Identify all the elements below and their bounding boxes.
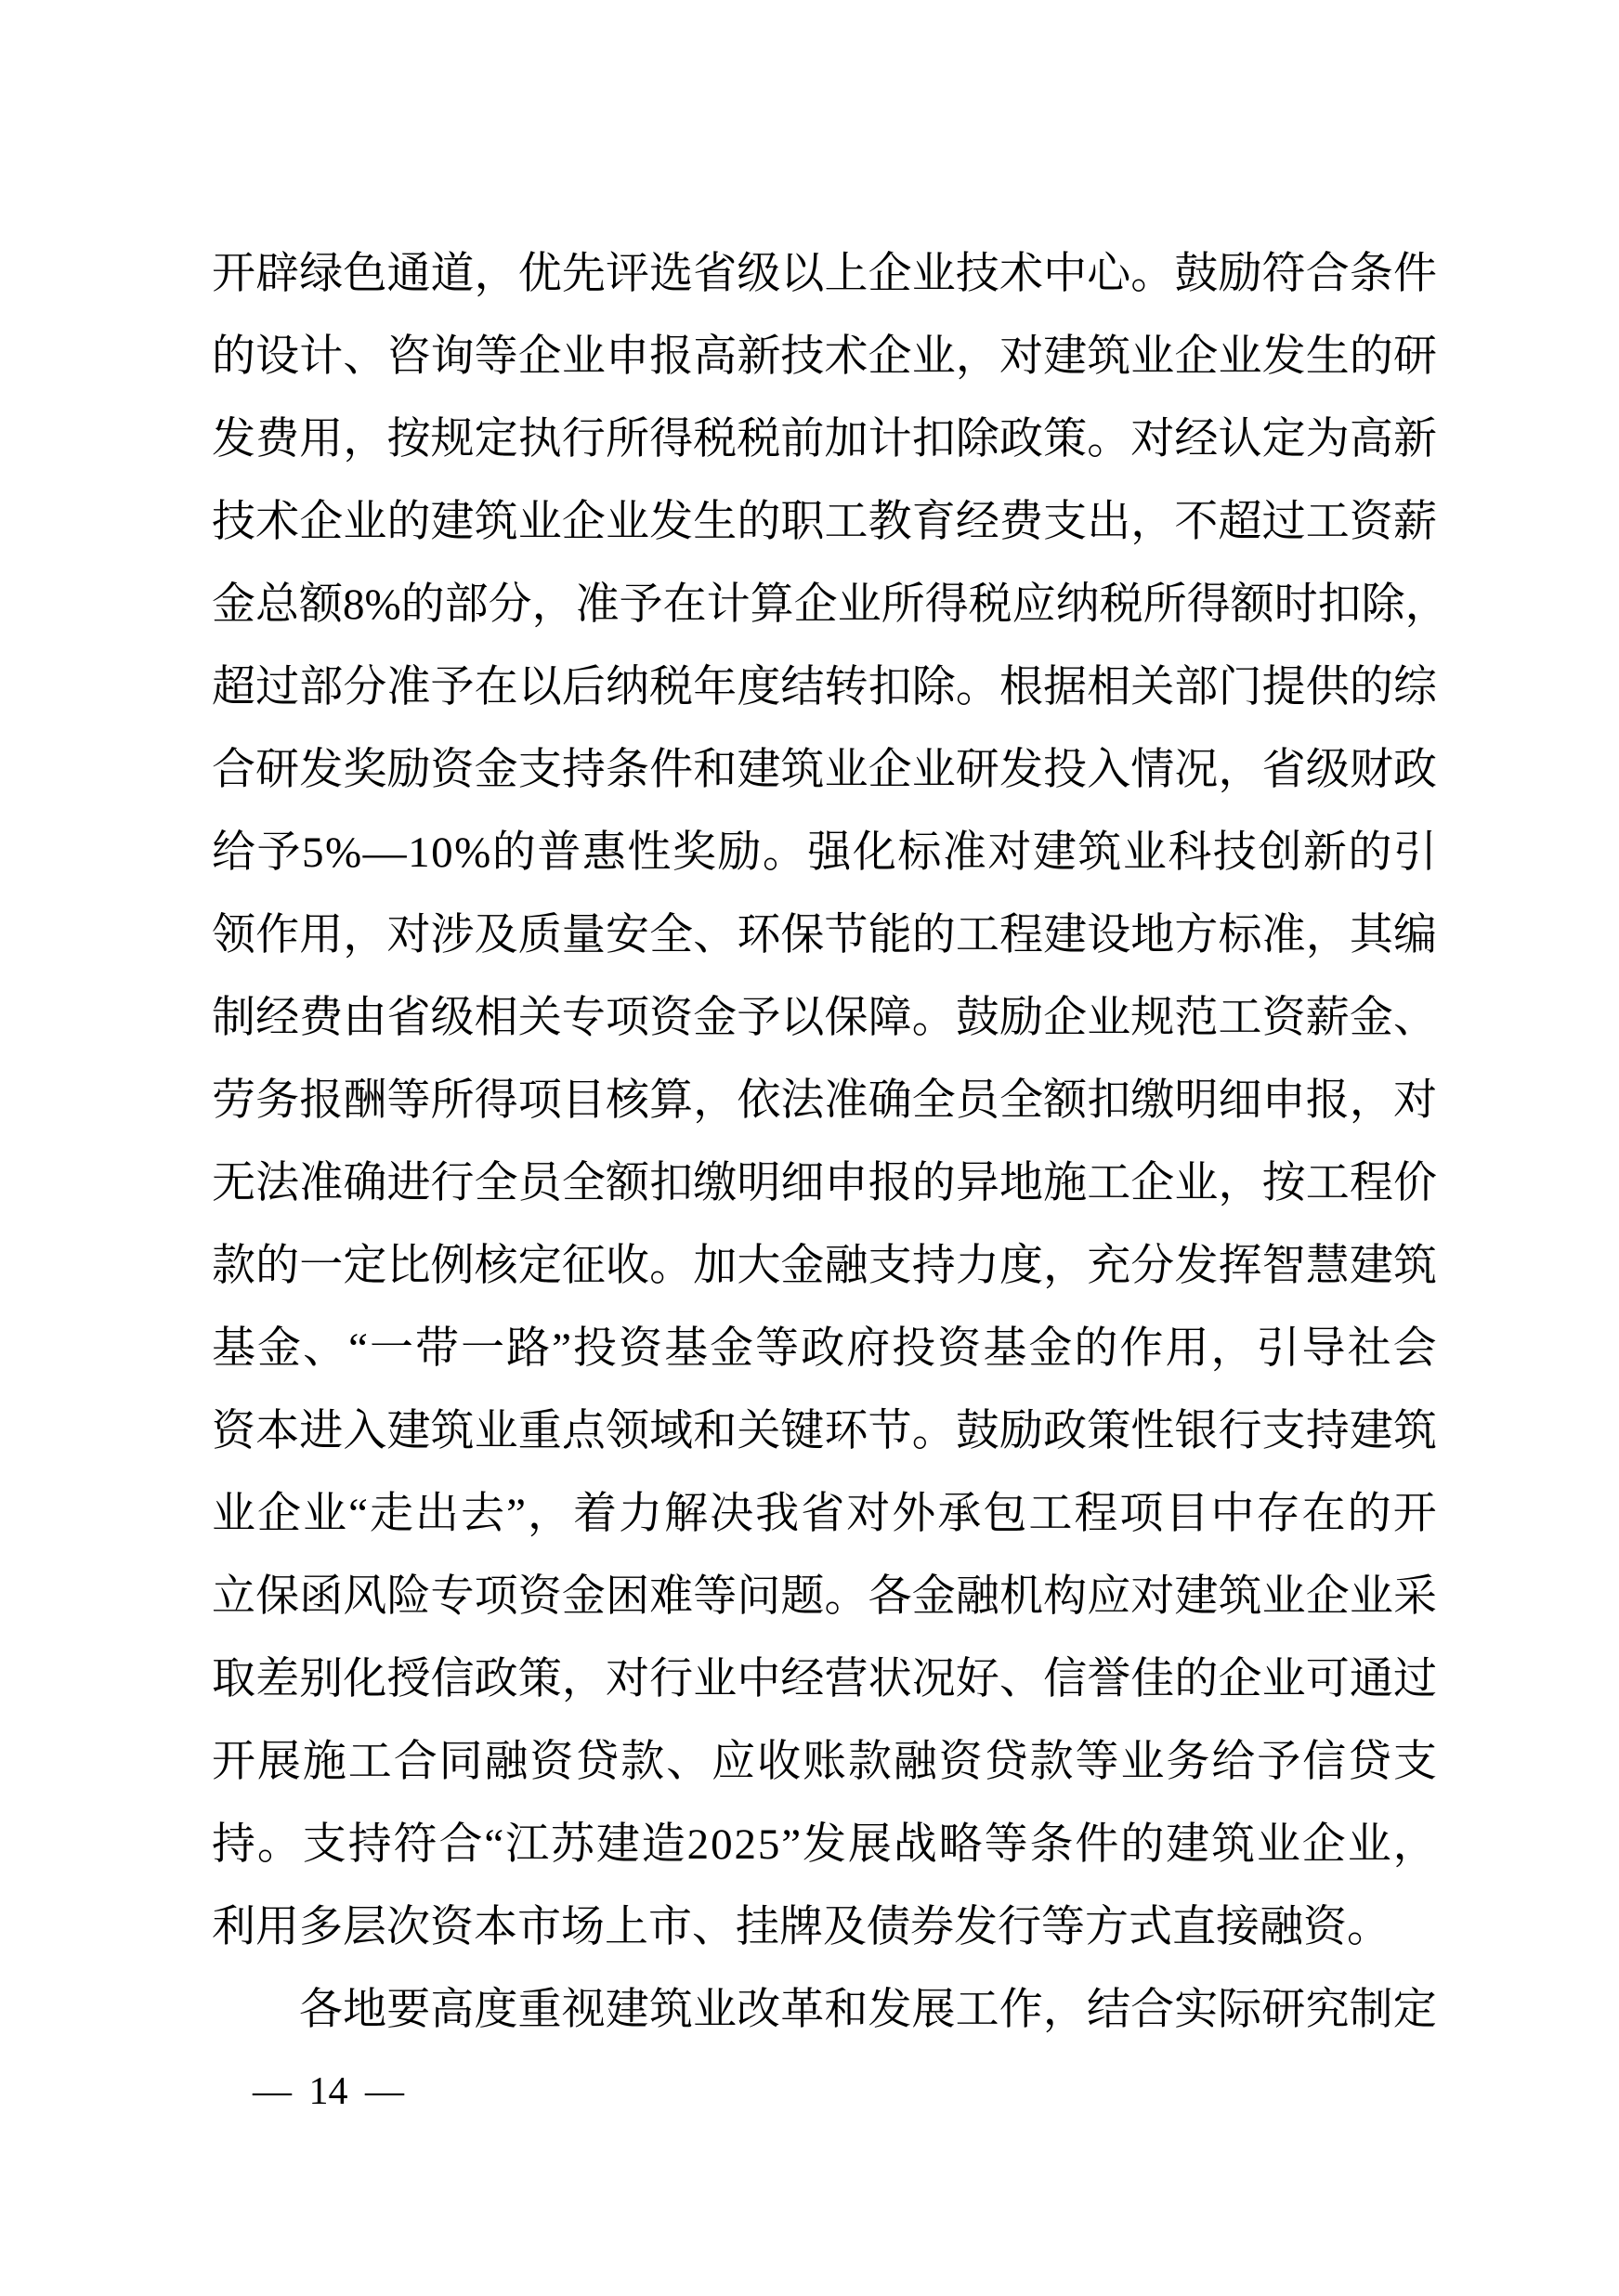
text-line: 持 。 支 持 符 合 “ 江 苏 建 造 2 0 2 5 ” 发 展 战 略 等 条 件 的 建 筑 业 企 业 ， [212,1820,1437,1869]
text-line: 发 费 用 ， 按 规 定 执 行 所 得 税 税 前 加 计 扣 除 政 策 。 对 经 认 定 为 高 新 [212,415,1437,463]
text-line: 开 辟 绿 色 通 道 ， 优 先 评 选 省 级 以 上 企 业 技 术 中 心 。 鼓 励 符 合 条 件 [212,250,1437,298]
text-line: 的 设 计 、 咨 询 等 企 业 申 报 高 新 技 术 企 业 ， 对 建 筑 业 企 业 发 生 的 研 [212,333,1437,381]
text-line: 领 作 用 ， 对 涉 及 质 量 安 全 、 环 保 节 能 的 工 程 建 设 地 方 标 准 ， 其 编 [212,911,1437,959]
text-line: 制 经 费 由 省 级 相 关 专 项 资 金 予 以 保 障 。 鼓 励 企 业 规 范 工 资 薪 金 、 [212,994,1437,1042]
text-line: 立 保 函 风 险 专 项 资 金 困 难 等 问 题 。 各 金 融 机 构 应 对 建 筑 业 企 业 采 [212,1572,1437,1621]
text-line: 款 的 一 定 比 例 核 定 征 收 。 加 大 金 融 支 持 力 度 ， 充 分 发 挥 智 慧 建 筑 [212,1242,1437,1290]
text-line: 业 企 业 “ 走 出 去 ” ， 着 力 解 决 我 省 对 外 承 包 工 程 项 目 中 存 在 的 开 [212,1490,1437,1538]
page-number: — 14 — [253,2070,404,2113]
text-line: 超 过 部 分 准 予 在 以 后 纳 税 年 度 结 转 扣 除 。 根 据 相 关 部 门 提 供 的 综 [212,663,1437,711]
text-line: 劳 务 报 酬 等 所 得 项 目 核 算 ， 依 法 准 确 全 员 全 额 扣 缴 明 细 申 报 ， 对 [212,1076,1437,1125]
text-line: 合 研 发 奖 励 资 金 支 持 条 件 和 建 筑 业 企 业 研 发 投 入 情 况 ， 省 级 财 政 [212,746,1437,794]
text-line: 金 总 额 8 % 的 部 分 ， 准 予 在 计 算 企 业 所 得 税 应 纳 税 所 得 额 时 扣 除 ， [212,581,1449,629]
text-line: 取 差 别 化 授 信 政 策 ， 对 行 业 中 经 营 状 况 好 、 信 誉 佳 的 企 业 可 通 过 [212,1655,1437,1703]
text-line: 开 展 施 工 合 同 融 资 贷 款 、 应 收 账 款 融 资 贷 款 等 业 务 给 予 信 贷 支 [212,1738,1437,1786]
text-line: 无 法 准 确 进 行 全 员 全 额 扣 缴 明 细 申 报 的 异 地 施 工 企 业 ， 按 工 程 价 [212,1159,1437,1207]
text-line: 资 本 进 入 建 筑 业 重 点 领 域 和 关 键 环 节 。 鼓 励 政 策 性 银 行 支 持 建 筑 [212,1407,1437,1455]
text-line: 给 予 5 % — 1 0 % 的 普 惠 性 奖 励 。 强 化 标 准 对 建 筑 业 科 技 创 新 的 引 [212,828,1437,877]
text-line: 基 金 、 “ 一 带 一 路 ” 投 资 基 金 等 政 府 投 资 基 金 的 作 用 ， 引 导 社 会 [212,1324,1437,1373]
text-line: 利 用 多 层 次 资 本 市 场 上 市 、 挂 牌 及 债 券 发 行 等 方 式 直 接 融 资 。 [212,1903,1391,1951]
text-line: 各 地 要 高 度 重 视 建 筑 业 改 革 和 发 展 工 作 ， 结 合 实 际 研 究 制 定 [299,1986,1437,2034]
text-line: 技 术 企 业 的 建 筑 业 企 业 发 生 的 职 工 教 育 经 费 支 出 ， 不 超 过 工 资 薪 [212,498,1437,546]
body-text [212,233,1449,2052]
